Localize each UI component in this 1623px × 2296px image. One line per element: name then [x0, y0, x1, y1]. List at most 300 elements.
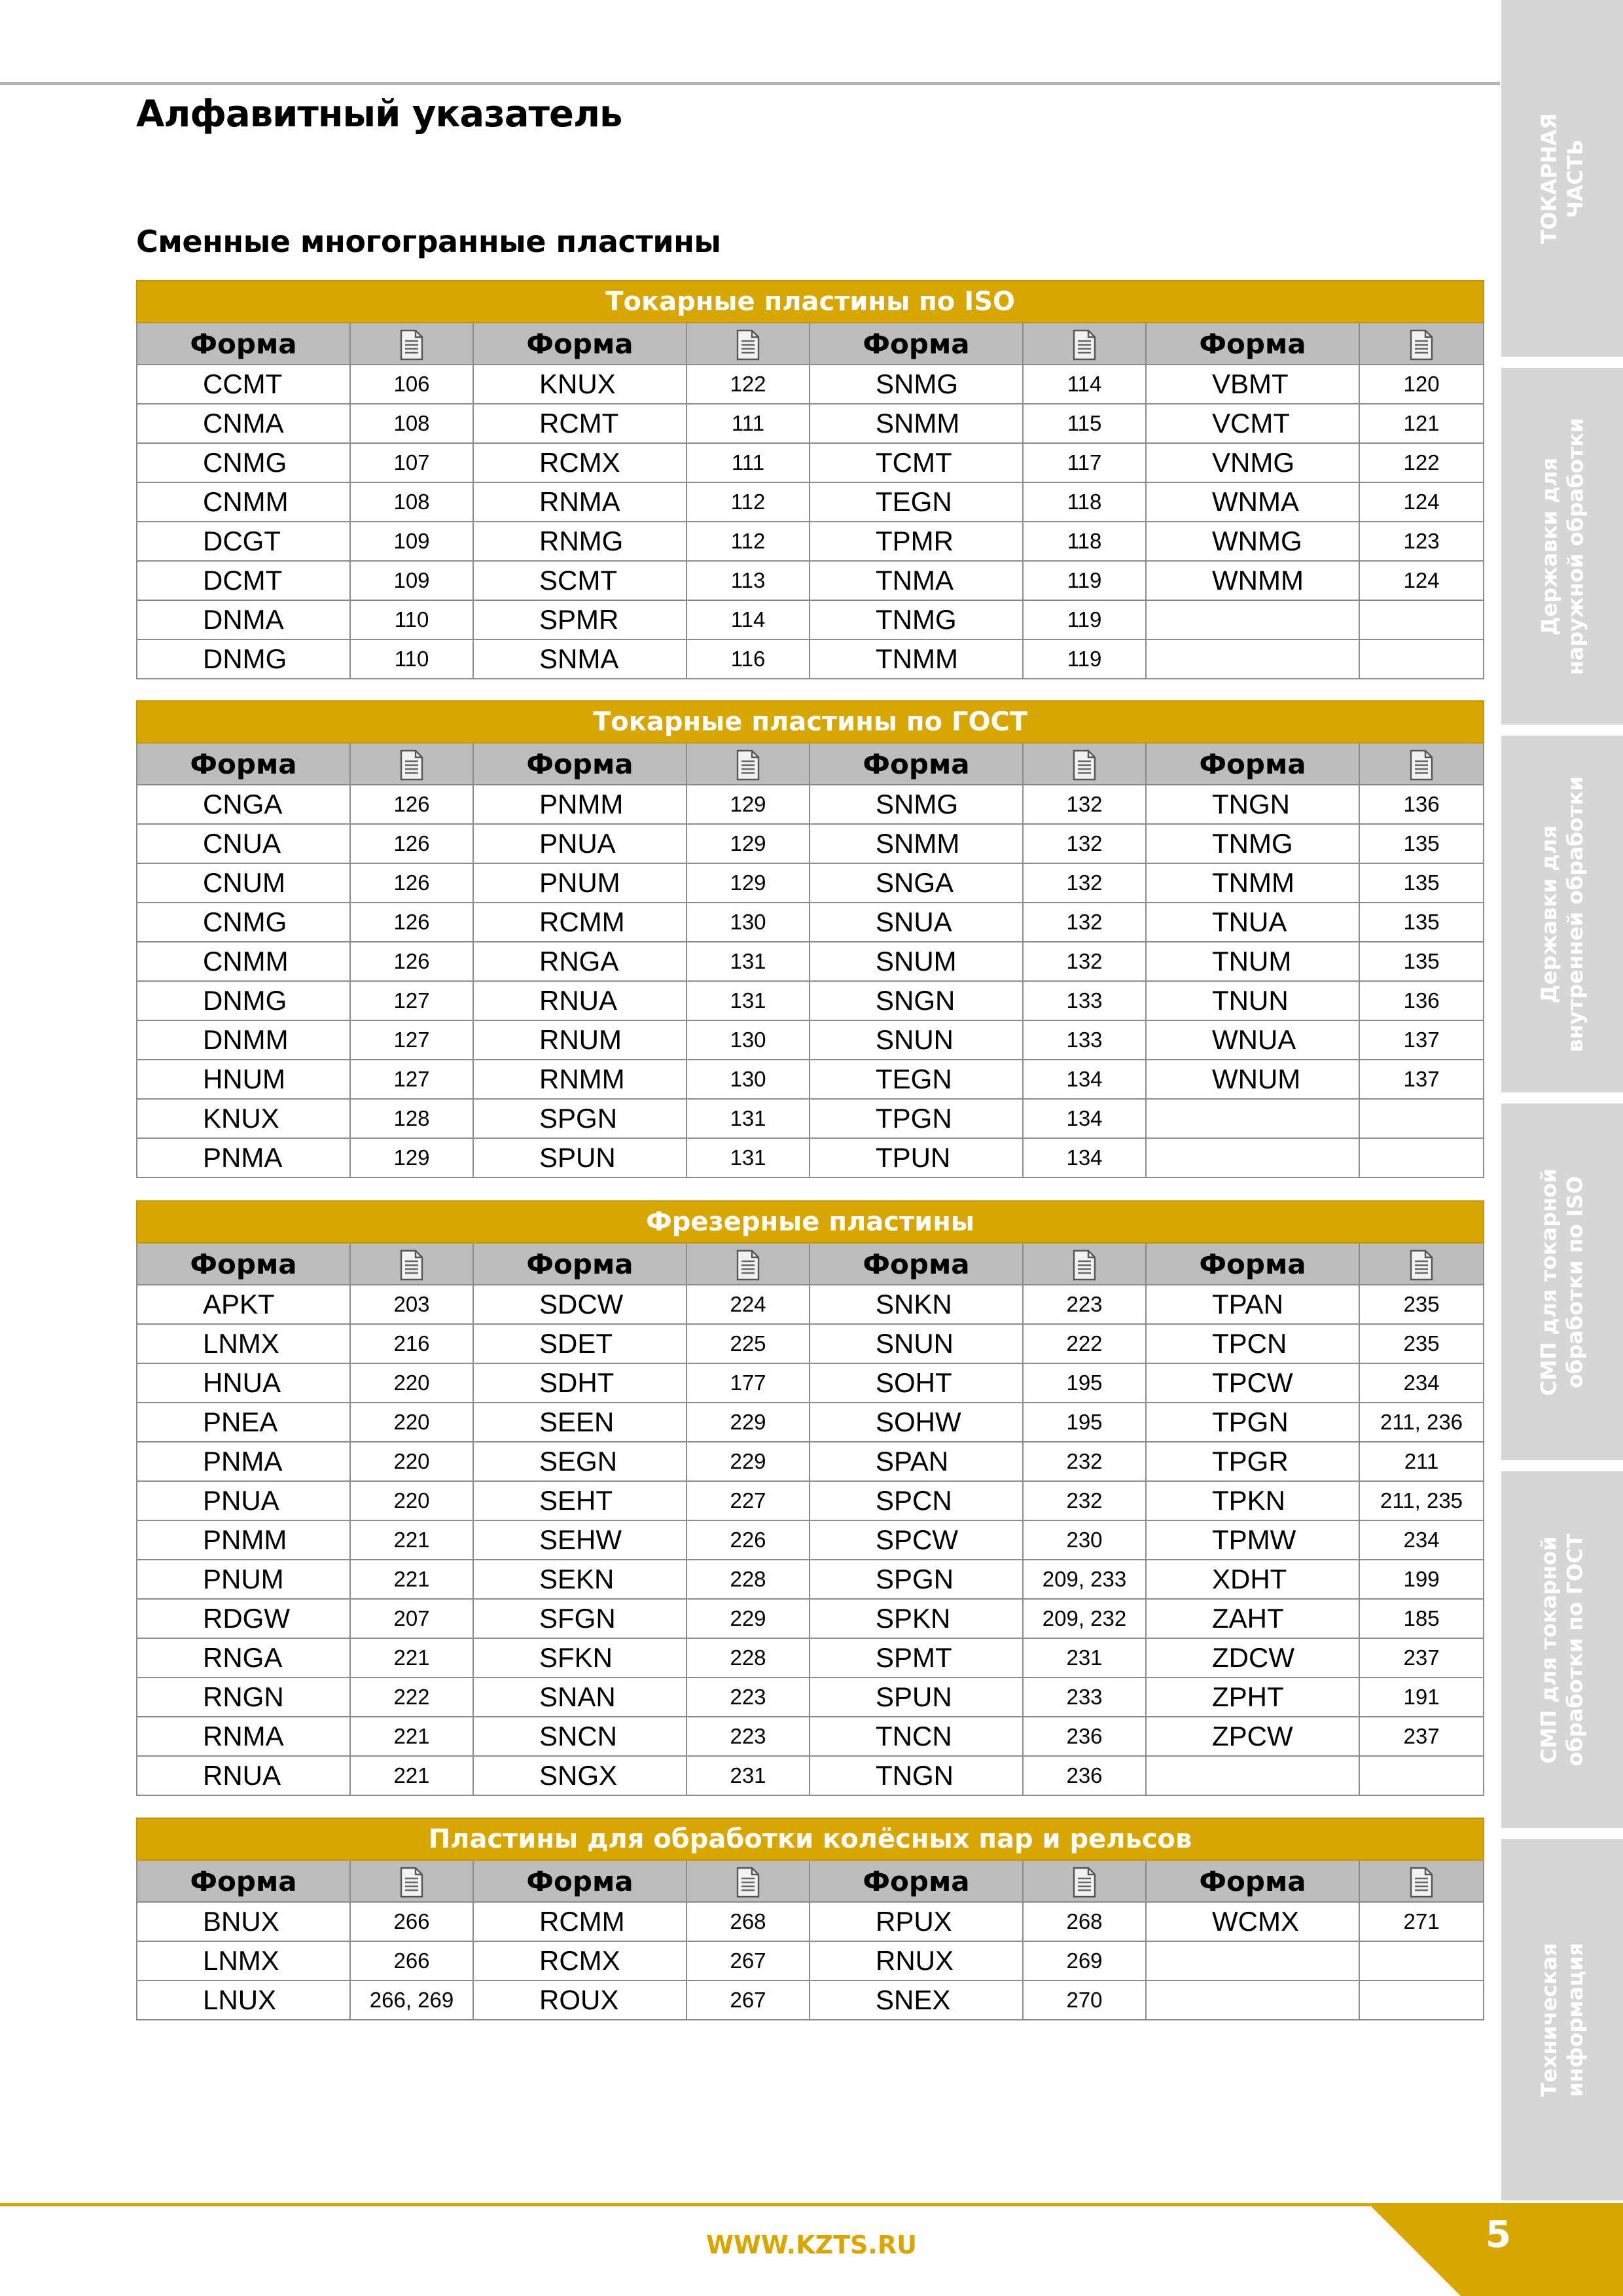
insert-form-cell	[1146, 1941, 1359, 1981]
document-page-icon	[735, 1249, 761, 1281]
index-table-milling	[136, 1200, 1484, 1796]
insert-form-cell: SNMG	[810, 365, 1023, 404]
insert-form-cell: PNMM	[137, 1520, 350, 1560]
insert-form-cell: SCMT	[473, 561, 687, 600]
sidebar-tab-technical-info[interactable]	[1501, 1839, 1623, 2200]
insert-form-cell: SNMA	[473, 639, 687, 679]
insert-form-cell: WCMX	[1146, 1902, 1359, 1941]
column-header-page	[1023, 1243, 1146, 1285]
table-caption: Пластины для обработки колёсных пар и рельсов	[137, 1818, 1484, 1860]
document-page-icon	[1071, 749, 1097, 781]
column-header-page	[1359, 743, 1484, 785]
insert-form-cell: BNUX	[137, 1902, 350, 1941]
insert-form-cell: TPAN	[1146, 1285, 1359, 1324]
page-ref-cell: 223	[687, 1717, 810, 1756]
insert-form-cell: CNMG	[137, 443, 350, 482]
page-ref-cell: 131	[687, 1099, 810, 1138]
page-ref-cell: 135	[1359, 942, 1484, 981]
table-row	[137, 1324, 1484, 1363]
page-ref-cell: 236	[1023, 1717, 1146, 1756]
page-ref-cell: 132	[1023, 863, 1146, 903]
insert-form-cell: SFKN	[473, 1638, 687, 1677]
table-row	[137, 863, 1484, 903]
column-header-form: Форма	[137, 1860, 350, 1902]
insert-form-cell: SNGA	[810, 863, 1023, 903]
document-page-icon	[399, 1867, 425, 1898]
insert-form-cell: CNUM	[137, 863, 350, 903]
insert-form-cell: TPGN	[1146, 1403, 1359, 1442]
insert-form-cell: PNMA	[137, 1138, 350, 1177]
page-ref-cell: 234	[1359, 1363, 1484, 1403]
table-row	[137, 1060, 1484, 1099]
insert-form-cell: TPUN	[810, 1138, 1023, 1177]
page-ref-cell: 221	[350, 1520, 473, 1560]
page-ref-cell: 130	[687, 1060, 810, 1099]
insert-form-cell: VBMT	[1146, 365, 1359, 404]
page-ref-cell: 228	[687, 1560, 810, 1599]
insert-form-cell: CNUA	[137, 824, 350, 863]
insert-form-cell: PNEA	[137, 1403, 350, 1442]
document-page-icon	[1071, 1249, 1097, 1281]
insert-form-cell: RCMT	[473, 404, 687, 443]
insert-form-cell: RNUA	[137, 1756, 350, 1795]
page-ref-cell: 231	[1023, 1638, 1146, 1677]
page-ref-cell: 106	[350, 365, 473, 404]
sidebar-tab-external-holders[interactable]	[1501, 368, 1623, 725]
table-row	[137, 482, 1484, 522]
page-ref-cell: 209, 232	[1023, 1599, 1146, 1638]
document-page-icon	[399, 1249, 425, 1281]
insert-form-cell: ZDCW	[1146, 1638, 1359, 1677]
insert-form-cell: SNAN	[473, 1677, 687, 1717]
page-ref-cell: 228	[687, 1638, 810, 1677]
page-ref-cell: 130	[687, 1020, 810, 1060]
page-ref-cell: 123	[1359, 522, 1484, 561]
index-table-gost-turning	[136, 700, 1484, 1178]
page-ref-cell: 111	[687, 443, 810, 482]
page-ref-cell: 229	[687, 1599, 810, 1638]
page-ref-cell: 109	[350, 522, 473, 561]
insert-form-cell: SPCW	[810, 1520, 1023, 1560]
insert-form-cell: CNMA	[137, 404, 350, 443]
insert-form-cell: SEEN	[473, 1403, 687, 1442]
column-header-page	[350, 743, 473, 785]
insert-form-cell: SEGN	[473, 1442, 687, 1481]
insert-form-cell: RCMM	[473, 1902, 687, 1941]
insert-form-cell: TNUA	[1146, 903, 1359, 942]
insert-form-cell: SPKN	[810, 1599, 1023, 1638]
insert-form-cell	[1146, 600, 1359, 639]
page-ref-cell: 267	[687, 1941, 810, 1981]
footer-url-link[interactable]: WWW.KZTS.RU	[706, 2231, 917, 2259]
page-ref-cell	[1359, 600, 1484, 639]
page-ref-cell: 220	[350, 1363, 473, 1403]
page-ref-cell: 232	[1023, 1442, 1146, 1481]
insert-form-cell: TPKN	[1146, 1481, 1359, 1520]
page-ref-cell: 122	[1359, 443, 1484, 482]
insert-form-cell: SDET	[473, 1324, 687, 1363]
column-header-page	[687, 743, 810, 785]
page-ref-cell: 195	[1023, 1403, 1146, 1442]
document-page-icon	[735, 1867, 761, 1898]
page-ref-cell: 126	[350, 863, 473, 903]
table-row	[137, 443, 1484, 482]
page-ref-cell: 132	[1023, 903, 1146, 942]
table-row	[137, 1481, 1484, 1520]
page-ref-cell: 209, 233	[1023, 1560, 1146, 1599]
page-ref-cell: 237	[1359, 1638, 1484, 1677]
insert-form-cell: KNUX	[137, 1099, 350, 1138]
page-ref-cell: 112	[687, 522, 810, 561]
insert-form-cell: DNMG	[137, 981, 350, 1020]
document-page-icon	[1071, 1867, 1097, 1898]
page-ref-cell: 134	[1023, 1138, 1146, 1177]
insert-form-cell: TNMM	[810, 639, 1023, 679]
page-ref-cell: 107	[350, 443, 473, 482]
column-header-page	[687, 1243, 810, 1285]
insert-form-cell: RNMM	[473, 1060, 687, 1099]
page-ref-cell	[1359, 1756, 1484, 1795]
page-ref-cell: 127	[350, 981, 473, 1020]
page-ref-cell: 230	[1023, 1520, 1146, 1560]
insert-form-cell: TPCN	[1146, 1324, 1359, 1363]
insert-form-cell: SNUN	[810, 1324, 1023, 1363]
page-ref-cell: 220	[350, 1442, 473, 1481]
insert-form-cell: PNMA	[137, 1442, 350, 1481]
column-header-form: Форма	[473, 1860, 687, 1902]
page-ref-cell: 220	[350, 1481, 473, 1520]
table-row	[137, 1138, 1484, 1177]
index-table-wheelset-rail	[136, 1818, 1484, 2020]
page-ref-cell: 270	[1023, 1981, 1146, 2020]
insert-form-cell: SNUN	[810, 1020, 1023, 1060]
insert-form-cell: SNGX	[473, 1756, 687, 1795]
page-ref-cell: 220	[350, 1403, 473, 1442]
table-row	[137, 1677, 1484, 1717]
insert-form-cell: ZPHT	[1146, 1677, 1359, 1717]
page-ref-cell: 136	[1359, 981, 1484, 1020]
page-ref-cell: 211	[1359, 1442, 1484, 1481]
insert-form-cell: PNMM	[473, 785, 687, 824]
insert-form-cell	[1146, 1099, 1359, 1138]
insert-form-cell: RNMA	[473, 482, 687, 522]
column-header-form: Форма	[473, 323, 687, 365]
insert-form-cell: LNUX	[137, 1981, 350, 2020]
insert-form-cell: WNUM	[1146, 1060, 1359, 1099]
insert-form-cell: ROUX	[473, 1981, 687, 2020]
document-page-icon	[1408, 749, 1435, 781]
page-ref-cell: 224	[687, 1285, 810, 1324]
page-ref-cell: 124	[1359, 482, 1484, 522]
insert-form-cell: SNKN	[810, 1285, 1023, 1324]
sidebar-tab-label: Державки для наружной обработки	[1537, 418, 1588, 675]
page-ref-cell: 135	[1359, 903, 1484, 942]
page-ref-cell: 137	[1359, 1020, 1484, 1060]
page-ref-cell	[1359, 1138, 1484, 1177]
column-header-form: Форма	[810, 1243, 1023, 1285]
column-header-form: Форма	[1146, 1860, 1359, 1902]
page-ref-cell	[1359, 1941, 1484, 1981]
insert-form-cell: CNMG	[137, 903, 350, 942]
insert-form-cell: TNMM	[1146, 863, 1359, 903]
insert-form-cell: CCMT	[137, 365, 350, 404]
insert-form-cell: TPMW	[1146, 1520, 1359, 1560]
page-ref-cell: 126	[350, 942, 473, 981]
table-row	[137, 600, 1484, 639]
top-rule	[0, 82, 1500, 85]
table-caption: Фрезерные пластины	[137, 1201, 1484, 1243]
insert-form-cell: HNUM	[137, 1060, 350, 1099]
page-ref-cell: 132	[1023, 942, 1146, 981]
insert-form-cell: RCMM	[473, 903, 687, 942]
insert-form-cell: CNMM	[137, 482, 350, 522]
column-header-page	[350, 1860, 473, 1902]
page-ref-cell: 135	[1359, 863, 1484, 903]
page-ref-cell: 116	[687, 639, 810, 679]
page-ref-cell: 108	[350, 482, 473, 522]
insert-form-cell: ZAHT	[1146, 1599, 1359, 1638]
insert-form-cell: TPMR	[810, 522, 1023, 561]
insert-form-cell: TNUN	[1146, 981, 1359, 1020]
insert-form-cell	[1146, 1138, 1359, 1177]
document-page-icon	[1408, 1867, 1435, 1898]
page-ref-cell: 117	[1023, 443, 1146, 482]
insert-form-cell: TNGN	[1146, 785, 1359, 824]
page-ref-cell: 126	[350, 903, 473, 942]
column-header-page	[1359, 1860, 1484, 1902]
page-ref-cell: 234	[1359, 1520, 1484, 1560]
page-ref-cell: 222	[1023, 1324, 1146, 1363]
insert-form-cell: SNUA	[810, 903, 1023, 942]
index-table-iso-turning	[136, 280, 1484, 679]
page-ref-cell: 266, 269	[350, 1981, 473, 2020]
table-row	[137, 1020, 1484, 1060]
page-ref-cell: 195	[1023, 1363, 1146, 1403]
insert-form-cell: WNUA	[1146, 1020, 1359, 1060]
column-header-form: Форма	[473, 1243, 687, 1285]
insert-form-cell: WNMM	[1146, 561, 1359, 600]
insert-form-cell: TEGN	[810, 1060, 1023, 1099]
page-ref-cell: 122	[687, 365, 810, 404]
insert-form-cell: HNUA	[137, 1363, 350, 1403]
insert-form-cell: APKT	[137, 1285, 350, 1324]
page-ref-cell: 221	[350, 1638, 473, 1677]
insert-form-cell: SFGN	[473, 1599, 687, 1638]
page-ref-cell: 118	[1023, 482, 1146, 522]
page-ref-cell: 131	[687, 942, 810, 981]
column-header-form: Форма	[1146, 1243, 1359, 1285]
page-ref-cell: 129	[687, 785, 810, 824]
section-title: Сменные многогранные пластины	[136, 224, 721, 259]
page-ref-cell: 211, 235	[1359, 1481, 1484, 1520]
insert-form-cell: SOHW	[810, 1403, 1023, 1442]
table-row	[137, 981, 1484, 1020]
sidebar-tab-internal-holders[interactable]	[1501, 736, 1623, 1092]
page-ref-cell: 223	[1023, 1285, 1146, 1324]
table-row	[137, 522, 1484, 561]
page-ref-cell: 112	[687, 482, 810, 522]
page-ref-cell: 131	[687, 981, 810, 1020]
document-page-icon	[735, 329, 761, 361]
page-ref-cell: 135	[1359, 824, 1484, 863]
insert-form-cell: TNMA	[810, 561, 1023, 600]
insert-form-cell: RNMG	[473, 522, 687, 561]
table-row	[137, 785, 1484, 824]
page-ref-cell: 185	[1359, 1599, 1484, 1638]
page-ref-cell: 113	[687, 561, 810, 600]
page-ref-cell: 128	[350, 1099, 473, 1138]
insert-form-cell: RNGA	[473, 942, 687, 981]
table-row	[137, 1981, 1484, 2020]
sidebar-tab-gost-inserts[interactable]	[1501, 1471, 1623, 1828]
insert-form-cell: LNMX	[137, 1324, 350, 1363]
insert-form-cell: RCMX	[473, 1941, 687, 1981]
page-ref-cell: 229	[687, 1442, 810, 1481]
page-ref-cell: 221	[350, 1756, 473, 1795]
page-ref-cell: 127	[350, 1060, 473, 1099]
page-ref-cell: 231	[687, 1756, 810, 1795]
column-header-form: Форма	[810, 743, 1023, 785]
insert-form-cell: WNMA	[1146, 482, 1359, 522]
insert-form-cell: RPUX	[810, 1902, 1023, 1941]
insert-form-cell: ZPCW	[1146, 1717, 1359, 1756]
table-row	[137, 1560, 1484, 1599]
page-ref-cell: 121	[1359, 404, 1484, 443]
page-ref-cell: 177	[687, 1363, 810, 1403]
column-header-form: Форма	[137, 323, 350, 365]
insert-form-cell: SNEX	[810, 1981, 1023, 2020]
table-row	[137, 1442, 1484, 1481]
insert-form-cell: RNGA	[137, 1638, 350, 1677]
page-ref-cell: 126	[350, 824, 473, 863]
insert-form-cell: SPGN	[810, 1560, 1023, 1599]
table-row	[137, 1941, 1484, 1981]
insert-form-cell: SPMR	[473, 600, 687, 639]
page-ref-cell: 110	[350, 600, 473, 639]
insert-form-cell: TPGN	[810, 1099, 1023, 1138]
column-header-page	[1023, 743, 1146, 785]
page-ref-cell: 199	[1359, 1560, 1484, 1599]
column-header-form: Форма	[473, 743, 687, 785]
column-header-page	[350, 323, 473, 365]
page-ref-cell: 266	[350, 1941, 473, 1981]
page-ref-cell: 110	[350, 639, 473, 679]
insert-form-cell: XDHT	[1146, 1560, 1359, 1599]
insert-form-cell: SEKN	[473, 1560, 687, 1599]
insert-form-cell: CNGA	[137, 785, 350, 824]
page-ref-cell: 119	[1023, 639, 1146, 679]
insert-form-cell: VNMG	[1146, 443, 1359, 482]
table-row	[137, 1902, 1484, 1941]
insert-form-cell	[1146, 1981, 1359, 2020]
page-ref-cell: 133	[1023, 1020, 1146, 1060]
page-number: 5	[1486, 2214, 1511, 2256]
page-ref-cell: 236	[1023, 1756, 1146, 1795]
table-row	[137, 561, 1484, 600]
table-row	[137, 404, 1484, 443]
page-ref-cell: 266	[350, 1902, 473, 1941]
page-ref-cell: 269	[1023, 1941, 1146, 1981]
insert-form-cell: TEGN	[810, 482, 1023, 522]
sidebar-tab-turning[interactable]	[1501, 0, 1623, 357]
document-page-icon	[1071, 329, 1097, 361]
insert-form-cell: PNUA	[137, 1481, 350, 1520]
insert-form-cell: SNCN	[473, 1717, 687, 1756]
table-row	[137, 1285, 1484, 1324]
insert-form-cell: TPCW	[1146, 1363, 1359, 1403]
sidebar-tab-label: Техническая информация	[1537, 1943, 1588, 2097]
page-ref-cell: 223	[687, 1677, 810, 1717]
column-header-form: Форма	[137, 743, 350, 785]
page-ref-cell: 108	[350, 404, 473, 443]
sidebar-tab-label: СМП для токарной обработки по ISO	[1537, 1168, 1588, 1396]
page-ref-cell: 132	[1023, 824, 1146, 863]
page-ref-cell: 137	[1359, 1060, 1484, 1099]
insert-form-cell: SPUN	[810, 1677, 1023, 1717]
insert-form-cell: DNMG	[137, 639, 350, 679]
page-ref-cell	[1359, 1099, 1484, 1138]
insert-form-cell: DNMA	[137, 600, 350, 639]
page-ref-cell: 129	[687, 824, 810, 863]
page-ref-cell: 191	[1359, 1677, 1484, 1717]
insert-form-cell: SNGN	[810, 981, 1023, 1020]
insert-form-cell: SEHW	[473, 1520, 687, 1560]
table-row	[137, 1638, 1484, 1677]
page-ref-cell: 130	[687, 903, 810, 942]
page-ref-cell: 111	[687, 404, 810, 443]
insert-form-cell: SPGN	[473, 1099, 687, 1138]
page-ref-cell: 133	[1023, 981, 1146, 1020]
insert-form-cell: PNUM	[137, 1560, 350, 1599]
page-ref-cell: 207	[350, 1599, 473, 1638]
column-header-page	[687, 1860, 810, 1902]
table-row	[137, 942, 1484, 981]
sidebar-tab-iso-inserts[interactable]	[1501, 1103, 1623, 1460]
document-page-icon	[399, 329, 425, 361]
page-ref-cell: 229	[687, 1403, 810, 1442]
page-title: Алфавитный указатель	[136, 93, 622, 135]
column-header-form: Форма	[1146, 743, 1359, 785]
column-header-page	[1023, 1860, 1146, 1902]
insert-form-cell: RDGW	[137, 1599, 350, 1638]
insert-form-cell: SPCN	[810, 1481, 1023, 1520]
insert-form-cell: TNMG	[1146, 824, 1359, 863]
sidebar-tab-label: ТОКАРНАЯ ЧАСТЬ	[1537, 113, 1588, 244]
page-ref-cell: 221	[350, 1560, 473, 1599]
page-ref-cell: 118	[1023, 522, 1146, 561]
page-ref-cell: 211, 236	[1359, 1403, 1484, 1442]
page-ref-cell: 226	[687, 1520, 810, 1560]
sidebar	[1501, 0, 1623, 2200]
page-ref-cell: 221	[350, 1717, 473, 1756]
insert-form-cell: SOHT	[810, 1363, 1023, 1403]
insert-form-cell: SNMM	[810, 404, 1023, 443]
insert-form-cell: DNMM	[137, 1020, 350, 1060]
page-ref-cell: 271	[1359, 1902, 1484, 1941]
column-header-form: Форма	[810, 1860, 1023, 1902]
insert-form-cell: SEHT	[473, 1481, 687, 1520]
page-ref-cell	[1359, 639, 1484, 679]
insert-form-cell	[1146, 1756, 1359, 1795]
column-header-form: Форма	[137, 1243, 350, 1285]
page-ref-cell: 120	[1359, 365, 1484, 404]
insert-form-cell	[1146, 639, 1359, 679]
insert-form-cell: SNUM	[810, 942, 1023, 981]
column-header-page	[687, 323, 810, 365]
page-ref-cell: 127	[350, 1020, 473, 1060]
page-ref-cell: 134	[1023, 1099, 1146, 1138]
insert-form-cell: SPAN	[810, 1442, 1023, 1481]
